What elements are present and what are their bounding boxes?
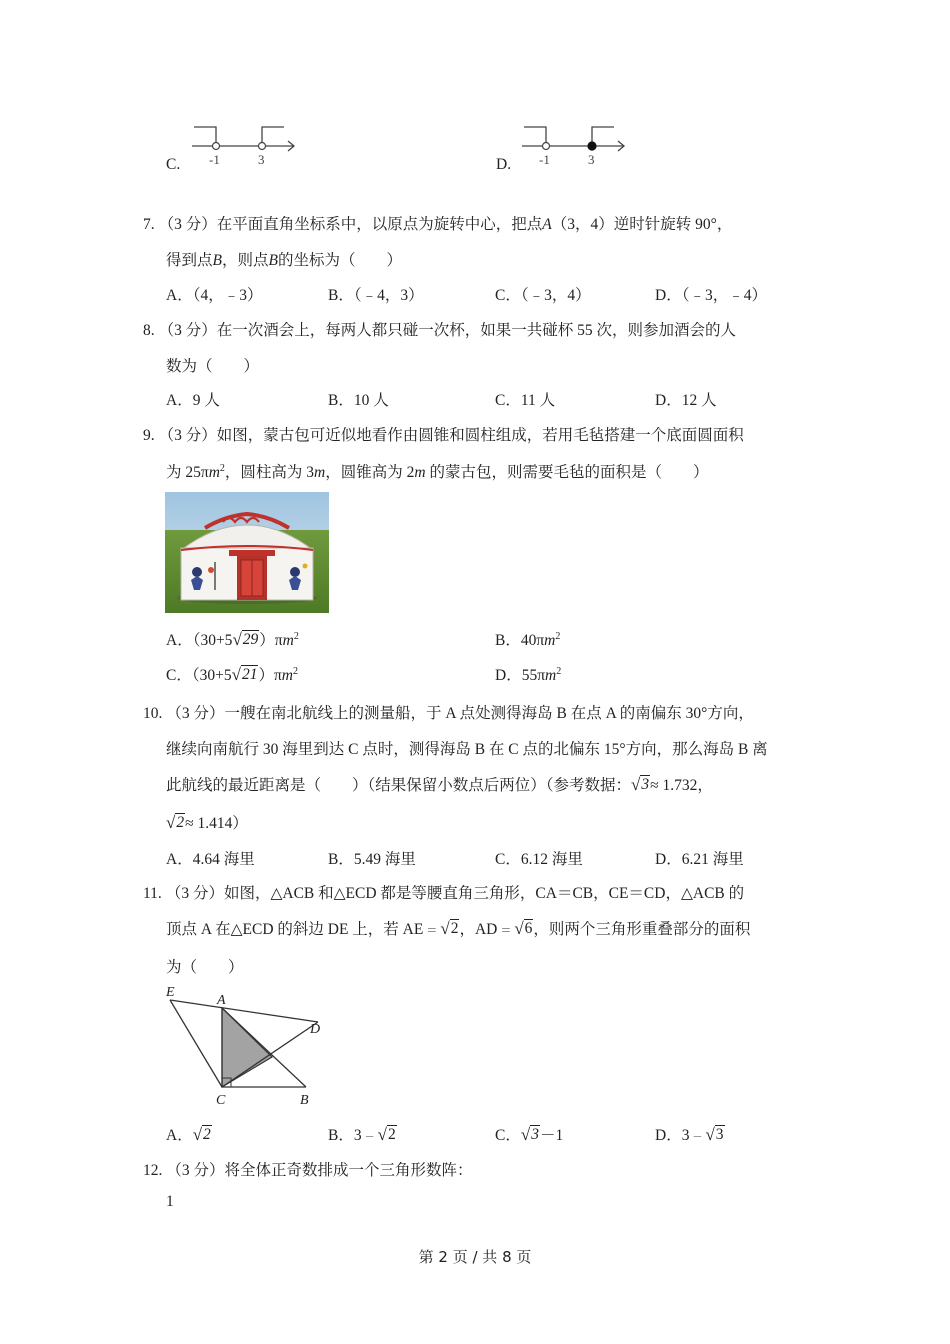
tick-label: -1 [209,152,220,167]
q9-option-b: B．$40\pi m^2$ [495,630,561,649]
q11-option-c: C． √ 3 －1 [495,1125,564,1144]
q9-option-a: A．（30+5 √ 29 ）$\pi m^2$ [166,630,299,649]
yurt-photo [165,492,329,613]
q9-option-d: D．$55\pi m^2$ [495,665,562,684]
page-footer: 第 2 页 / 共 8 页 [418,1248,532,1266]
question-9-line2: 为 $25\pi m^2$，圆柱高为 3m，圆锥高为 2m 的蒙古包，则需要毛毡的面积是（ ） [166,462,709,481]
q8-option-d: D．12 人 [655,392,717,409]
q12-array-row-1: 1 [166,1193,174,1210]
question-8-line1: 8. （3 分）在一次酒会上，每两人都只碰一次杯，如果一共碰杯 55 次，则参加酒会的人 [143,322,737,339]
q7-option-a: A．（4，﹣3） [166,287,263,304]
tick-label: 3 [258,152,265,167]
question-score: （3 分） [158,216,217,233]
label-b: B [300,1093,309,1108]
question-10-line4: √ 2 ≈ 1.414） [166,813,248,832]
option-d-label: D. [496,156,512,173]
question-11-line2: 顶点 A 在△ECD 的斜边 DE 上，若 AE ＝ √ 2 ，AD ＝ √ 6 ，则两个三角形重叠部分的面积 [166,919,751,938]
question-8-line2: 数为（ ） [166,358,260,375]
question-10-line2: 继续向南航行 30 海里到达 C 点时，测得海岛 B 在 C 点的北偏东 15°方向，那么海岛 B 离 [166,741,768,758]
q7-option-b: B．（﹣4，3） [328,287,424,304]
q10-option-a: A．4.64 海里 [166,851,255,868]
label-a: A [217,993,226,1008]
q10-option-c: C．6.12 海里 [495,851,583,868]
q11-option-b: B．3 － √ 2 [328,1125,396,1144]
q7-option-c: C．（﹣3，4） [495,287,591,304]
q10-option-b: B．5.49 海里 [328,851,416,868]
label-c: C [216,1093,226,1108]
question-9-line1: 9. （3 分）如图，蒙古包可近似地看作由圆锥和圆柱组成，若用毛毡搭建一个底面圆面积 [143,427,744,444]
option-c-label: C. [166,156,181,173]
question-7-line1: 7. （3 分）在平面直角坐标系中，以原点为旋转中心，把点A（3，4）逆时针旋转 90°， [143,216,733,233]
question-10-line1: 10. （3 分）一艘在南北航线上的测量船，于 A 点处测得海岛 B 在点 A 的南偏东 30°方向， [143,705,754,722]
q9-option-c: C．（30+5 √ 21 ）$\pi m^2$ [166,665,298,684]
triangle-figure [160,982,330,1112]
q8-option-b: B．10 人 [328,392,389,409]
q11-option-a: A． √ 2 [166,1125,211,1144]
number-line-c [190,120,300,170]
question-number: 7. [143,216,155,233]
q8-option-a: A．9 人 [166,392,220,409]
q10-option-d: D．6.21 海里 [655,851,744,868]
question-10-line3: 此航线的最近距离是（ ）（结果保留小数点后两位）（参考数据： √ 3 ≈ 1.732， [166,775,713,794]
question-7-line2: 得到点B，则点B的坐标为（ ） [166,252,402,269]
label-e: E [166,985,175,1000]
question-11-line1: 11. （3 分）如图，△ACB 和△ECD 都是等腰直角三角形，CA＝CB，CE＝CD，△ACB 的 [143,885,745,902]
question-11-line3: 为（ ） [166,959,244,976]
tick-label: 3 [588,152,595,167]
label-d: D [310,1022,321,1037]
q7-option-d: D．（﹣3，﹣4） [655,287,767,304]
q8-option-c: C．11 人 [495,392,556,409]
number-line-d [520,120,630,170]
q11-option-d: D．3 － √ 3 [655,1125,724,1144]
question-12-line1: 12. （3 分）将全体正奇数排成一个三角形数阵： [143,1162,473,1179]
tick-label: -1 [539,152,550,167]
